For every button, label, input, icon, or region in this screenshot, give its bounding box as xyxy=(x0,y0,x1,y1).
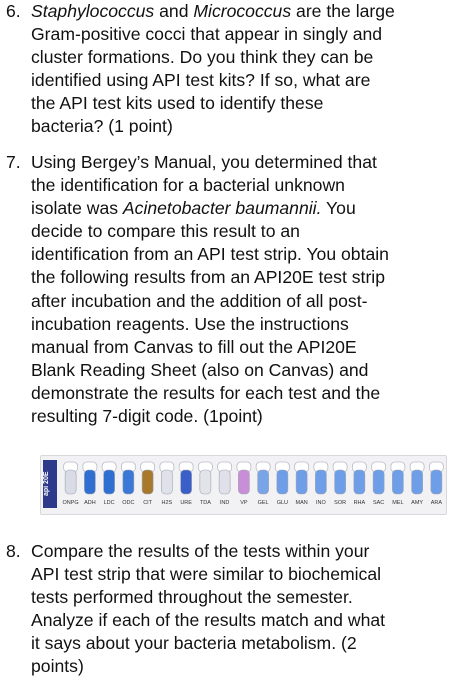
api-brand-label: api 20E xyxy=(43,460,57,508)
text-line xyxy=(31,92,447,115)
text-line xyxy=(31,197,447,220)
text-segment: incubation reagents. Use the instructions xyxy=(31,313,349,334)
api-well-ldc xyxy=(102,462,116,494)
api-well-label: H2S xyxy=(161,500,173,506)
text-segment: the identification for a bacterial unknown xyxy=(31,175,345,196)
api-well-adh xyxy=(83,462,97,494)
api-well-sac xyxy=(372,462,386,494)
api-test-strip-image xyxy=(40,455,447,515)
api-well-label: ADH xyxy=(84,500,96,506)
text-line xyxy=(31,632,447,655)
question-8 xyxy=(0,540,453,679)
text-segment: it says about your bacteria metabolism. (2 xyxy=(31,633,357,654)
text-segment: Using Bergey’s Manual, you determined that xyxy=(31,152,377,172)
text-line xyxy=(31,655,447,678)
api-well-onpg xyxy=(64,462,78,494)
italic-term: Staphylococcus xyxy=(31,1,155,21)
api-well-label: CIT xyxy=(143,500,153,506)
text-line xyxy=(31,336,447,359)
api-well-label: SOR xyxy=(334,500,347,506)
text-segment: are the large xyxy=(291,1,395,21)
api-well-tda xyxy=(198,462,212,494)
text-line xyxy=(31,69,447,92)
api-well-amy xyxy=(410,462,424,494)
text-line xyxy=(31,609,447,632)
text-segment: identification from an API test strip. You obtain xyxy=(31,244,389,265)
text-line xyxy=(31,540,447,563)
api-well-ind xyxy=(218,462,232,494)
api-well-vp xyxy=(237,462,251,494)
text-segment: cluster formations. Do you think they can be xyxy=(31,47,374,68)
api-well-gel xyxy=(256,462,270,494)
text-segment: isolate was xyxy=(31,198,123,219)
text-segment: the following results from an API20E test strip xyxy=(31,267,385,288)
question-text xyxy=(31,151,447,428)
text-line xyxy=(31,290,447,313)
text-segment: Compare the results of the tests within your xyxy=(31,541,370,561)
api-well-rha xyxy=(352,462,366,494)
api-well-label: SAC xyxy=(372,500,385,506)
api-well-glu xyxy=(275,462,289,494)
question-text xyxy=(31,0,447,139)
api-well-man xyxy=(295,462,309,494)
text-segment: and xyxy=(154,1,194,21)
text-segment: demonstrate the results for each test and the xyxy=(31,382,381,403)
api-well-label: MAN xyxy=(295,500,308,506)
text-line xyxy=(31,46,447,69)
italic-term: Acinetobacter baumannii. xyxy=(122,198,322,219)
text-segment: tests performed throughout the semester. xyxy=(31,587,353,608)
api-well-label: INO xyxy=(315,500,326,506)
api-strip-wells xyxy=(61,460,446,496)
text-line xyxy=(31,243,447,266)
question-number: 6. xyxy=(6,1,21,21)
api-well-cit xyxy=(141,462,155,494)
text-segment: manual from Canvas to fill out the API20E xyxy=(31,336,357,357)
api-well-label: ARA xyxy=(430,500,443,506)
text-line xyxy=(31,23,447,46)
api-well-sor xyxy=(333,462,347,494)
api-well-label: MEL xyxy=(392,500,404,506)
text-line xyxy=(31,563,447,586)
api-well-h2s xyxy=(160,462,174,494)
text-segment: the API test kits used to identify these xyxy=(31,93,324,114)
api-well-mel xyxy=(391,462,405,494)
text-segment: You xyxy=(321,198,356,219)
text-segment: Blank Reading Sheet (also on Canvas) and xyxy=(31,359,369,380)
text-line xyxy=(31,359,447,382)
text-line xyxy=(31,0,447,23)
text-line xyxy=(31,382,447,405)
text-segment: points) xyxy=(31,656,84,677)
question-number: 7. xyxy=(6,152,21,172)
text-segment: bacteria? (1 point) xyxy=(31,116,173,137)
text-line xyxy=(31,586,447,609)
italic-term: Micrococcus xyxy=(193,1,292,21)
api-well-label: IND xyxy=(219,500,230,506)
text-segment: Gram-positive cocci that appear in singly and xyxy=(31,24,383,45)
text-segment: after incubation and the addition of all post- xyxy=(31,290,368,311)
api-strip-well-labels xyxy=(61,498,446,510)
api-well-ure xyxy=(179,462,193,494)
text-line xyxy=(31,220,447,243)
api-well-label: ONPG xyxy=(62,500,79,506)
text-segment: decide to compare this result to an xyxy=(31,221,300,242)
text-line xyxy=(31,313,447,336)
api-well-ara xyxy=(429,462,443,494)
api-well-label: RHA xyxy=(353,500,366,506)
question-6 xyxy=(0,0,453,139)
text-line xyxy=(31,266,447,289)
api-well-label: VP xyxy=(240,500,248,506)
api-well-odc xyxy=(121,462,135,494)
api-well-label: URE xyxy=(180,500,192,506)
text-line xyxy=(31,405,447,428)
question-7 xyxy=(0,151,453,428)
text-line xyxy=(31,151,447,174)
api-well-label: GEL xyxy=(257,500,269,506)
text-segment: identified using API test kits? If so, what are xyxy=(31,70,371,91)
api-well-label: ODC xyxy=(122,500,135,506)
text-segment: API test strip that were similar to biochemical xyxy=(31,564,382,585)
question-text xyxy=(31,540,447,679)
api-well-label: GLU xyxy=(276,500,289,506)
text-line xyxy=(31,174,447,197)
text-segment: Analyze if each of the results match and what xyxy=(31,610,386,631)
text-line xyxy=(31,115,447,138)
api-well-label: LDC xyxy=(103,500,115,506)
question-number: 8. xyxy=(6,541,21,561)
api-well-label: AMY xyxy=(411,500,424,506)
api-well-ino xyxy=(314,462,328,494)
text-segment: resulting 7-digit code. (1point) xyxy=(31,406,263,427)
api-well-label: TDA xyxy=(199,500,211,506)
